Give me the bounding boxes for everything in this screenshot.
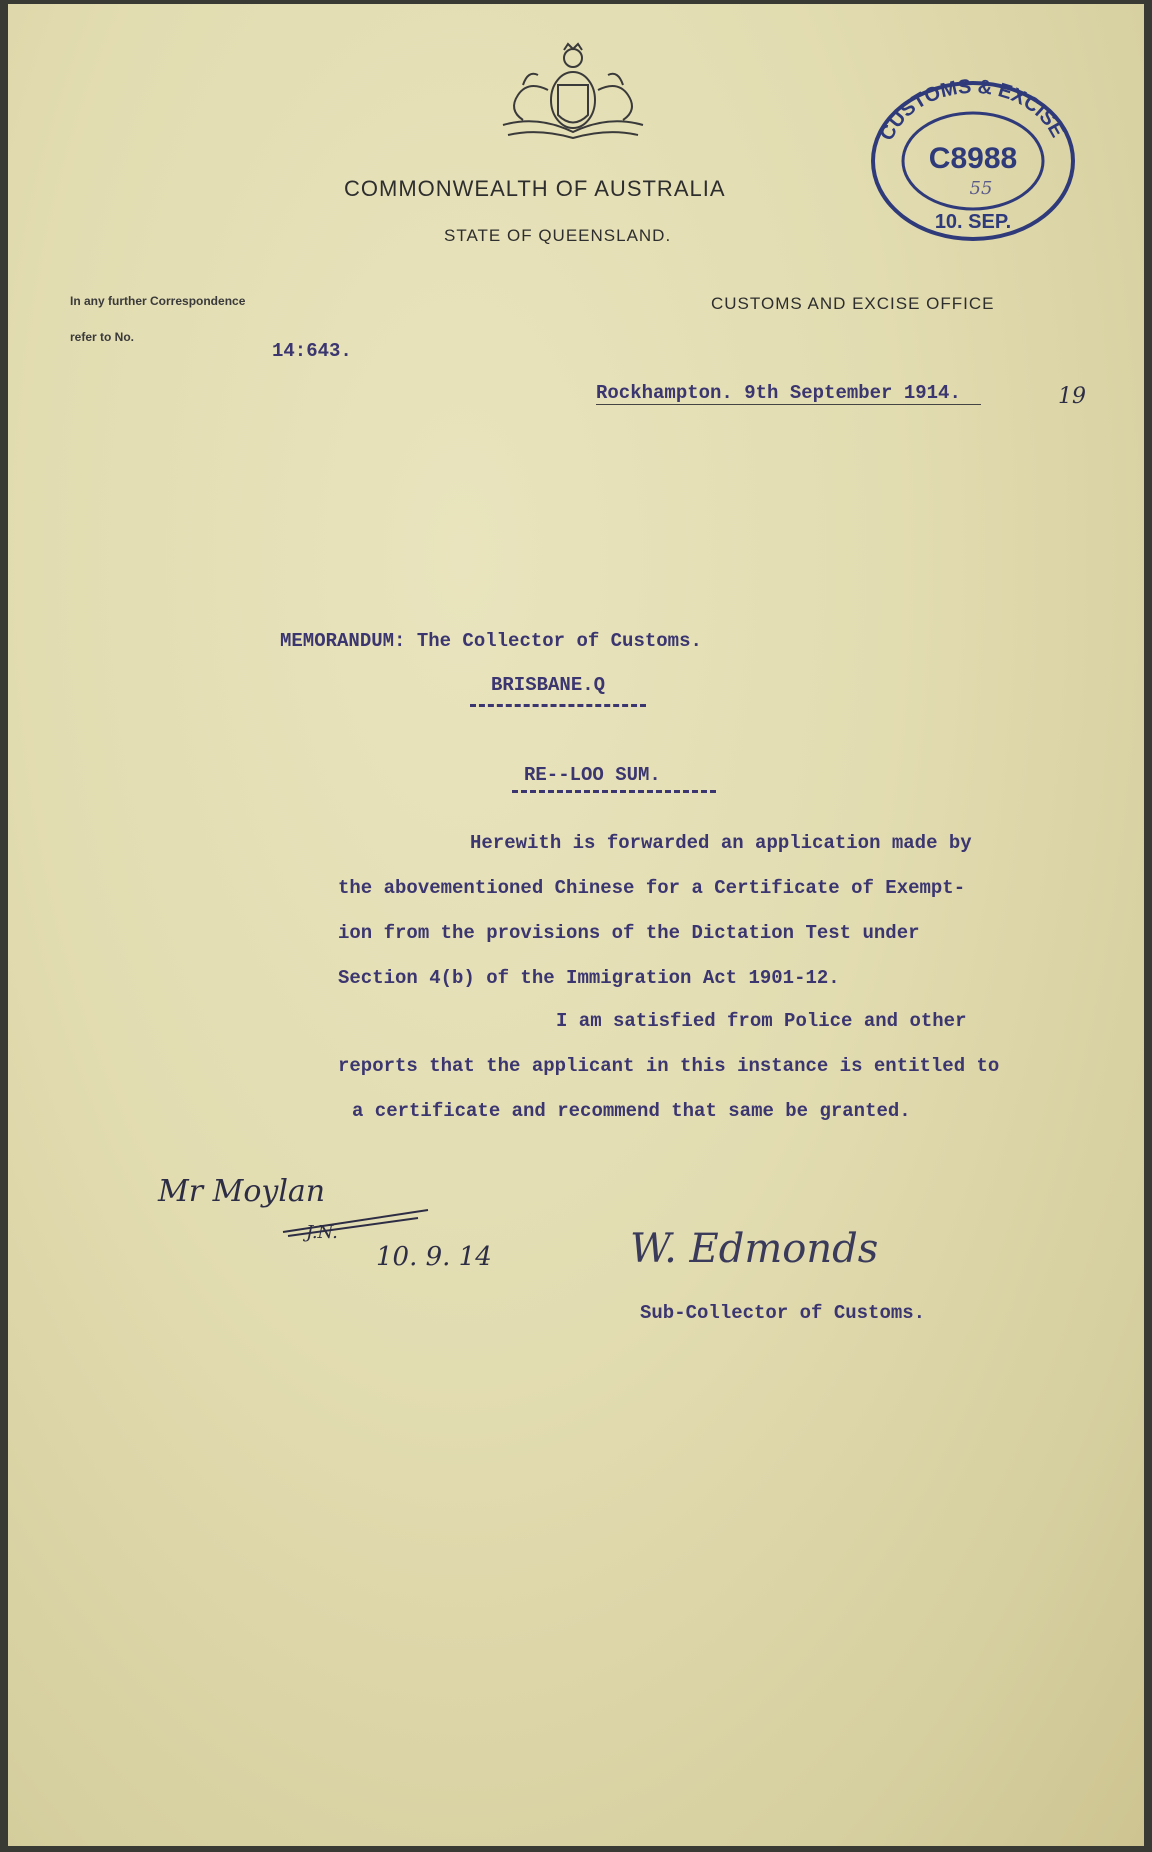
annotation-name: Mr Moylan [158,1174,326,1209]
memo-subject: RE--LOO SUM. [524,764,661,786]
state-heading: STATE OF QUEENSLAND. [444,226,672,245]
para2-line2: reports that the applicant in this instance is entitled to [338,1055,1000,1077]
year-suffix: 19 [1058,384,1086,409]
annotation-strokes [278,1200,438,1240]
customs-stamp [863,76,1083,246]
office-heading: CUSTOMS AND EXCISE OFFICE [711,294,995,313]
coat-of-arms-emblem [498,40,648,140]
annotation-initials: J.N. [306,1222,338,1243]
para2-line1: I am satisfied from Police and other [556,1010,967,1032]
document-page [8,4,1144,1846]
subject-underline [512,790,716,793]
reference-number: 14:643. [272,340,352,362]
stamp-handwritten: 55 [969,178,993,199]
memo-addressee: MEMORANDUM: The Collector of Customs. [280,630,702,652]
signature: W. Edmonds [630,1226,879,1272]
city-underline [470,704,646,707]
para1-line4: Section 4(b) of the Immigration Act 1901-12. [338,967,840,989]
para1-line3: ion from the provisions of the Dictation Test under [338,922,920,944]
stamp-top-text: CUSTOMS & EXCISE [875,76,1069,145]
annotation-date: 10. 9. 14 [376,1242,492,1272]
para1-line1: Herewith is forwarded an application made by [470,832,972,854]
para2-line3: a certificate and recommend that same be granted. [352,1100,911,1122]
memo-city: BRISBANE.Q [491,674,606,696]
refer-label: refer to No. [70,330,135,344]
stamp-number: C8988 [928,142,1018,175]
stamp-date: 10. SEP. [934,211,1012,233]
place-date: Rockhampton. 9th September 1914. [596,382,981,405]
para1-line2: the abovementioned Chinese for a Certificate of Exempt- [338,877,966,899]
signatory-title: Sub-Collector of Customs. [640,1302,926,1324]
correspondence-label: In any further Correspondence [70,294,246,308]
country-heading: COMMONWEALTH OF AUSTRALIA [344,176,726,201]
